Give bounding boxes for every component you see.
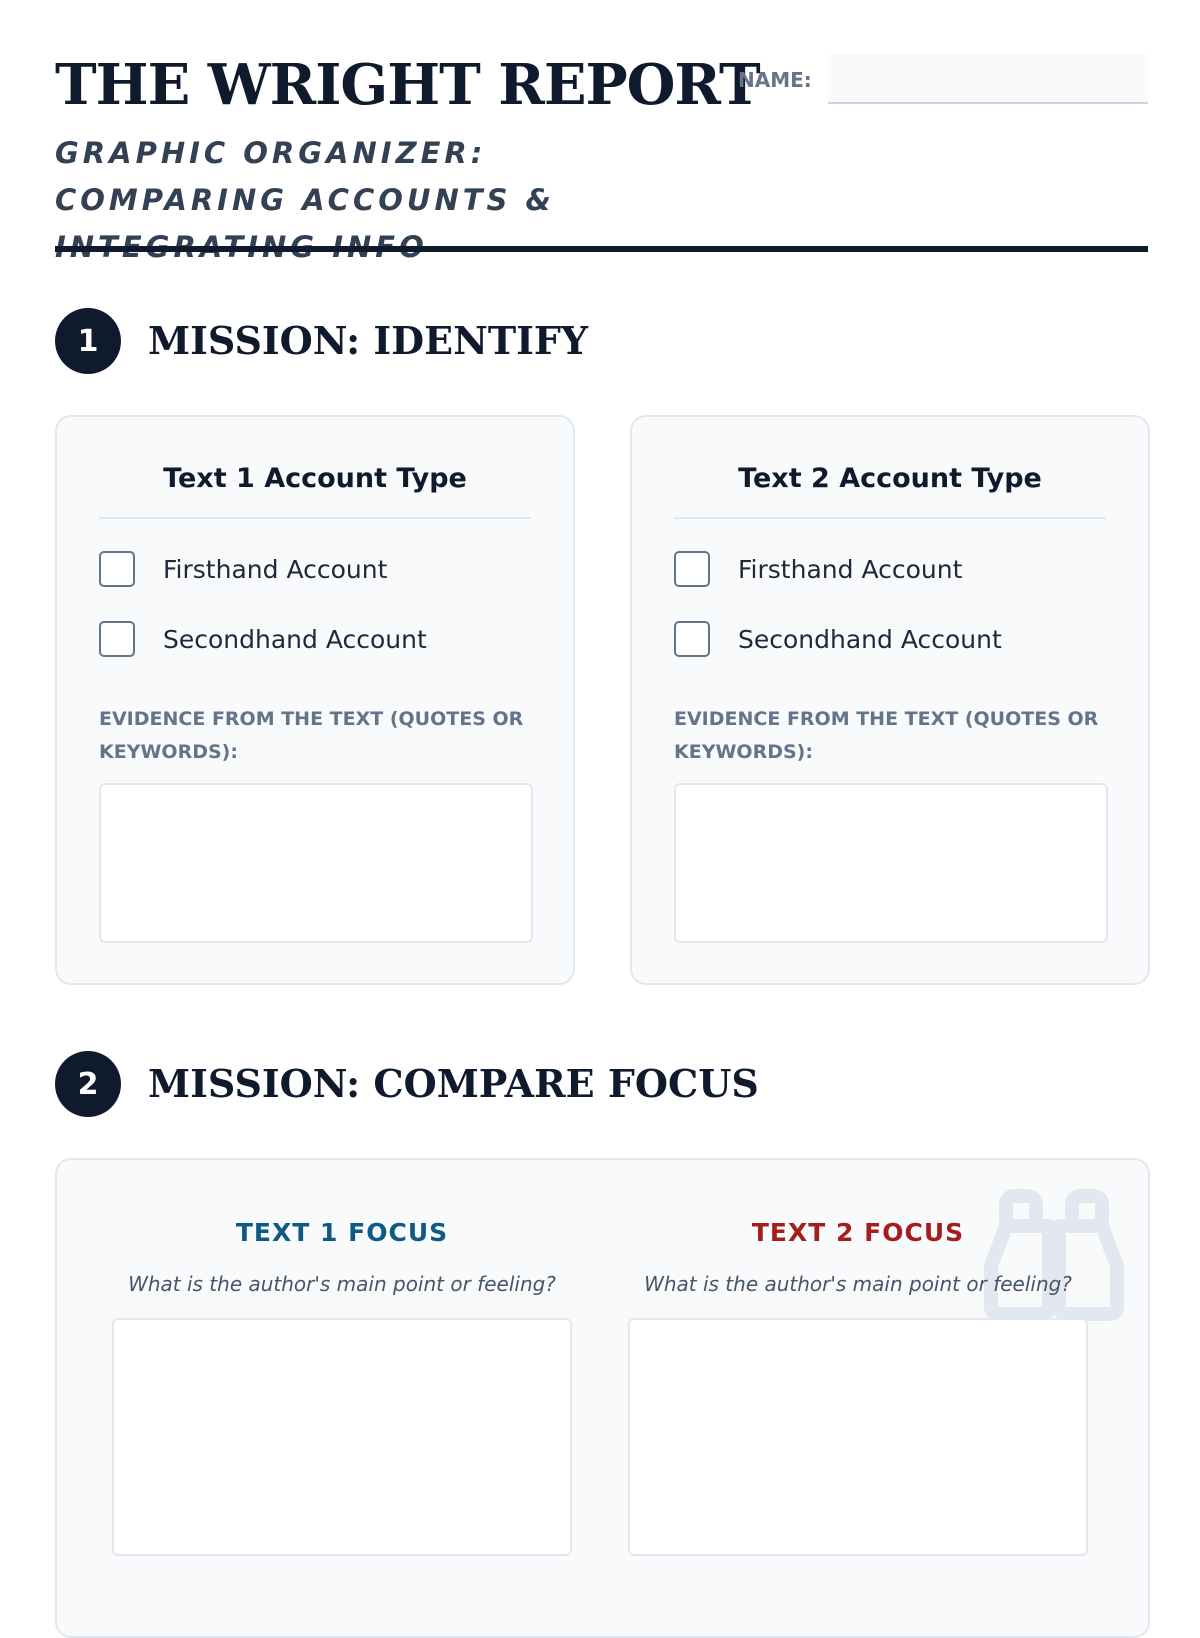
text-2-focus-title: TEXT 2 FOCUS	[751, 1218, 965, 1247]
text-1-account-card	[55, 415, 575, 985]
evidence-label: EVIDENCE FROM THE TEXT (QUOTES OR KEYWORDS):	[674, 708, 1099, 763]
text-2-focus-textarea[interactable]	[628, 1318, 1088, 1556]
text-1-focus-prompt: What is the author's main point or feeling?	[128, 1272, 556, 1296]
page-title: THE WRIGHT REPORT	[55, 52, 760, 118]
card-title: Text 2 Account Type	[738, 463, 1042, 494]
firsthand-option[interactable]	[674, 551, 962, 587]
name-input[interactable]	[828, 54, 1148, 104]
section-number-badge: 1	[55, 308, 121, 374]
secondhand-option[interactable]	[674, 621, 1002, 657]
binoculars-icon	[979, 1186, 1129, 1322]
evidence-textarea[interactable]	[99, 783, 533, 943]
firsthand-checkbox[interactable]	[674, 551, 710, 587]
option-label: Firsthand Account	[738, 554, 963, 584]
header-divider	[55, 246, 1148, 252]
text-2-focus-prompt: What is the author's main point or feeling?	[644, 1272, 1072, 1296]
evidence-label: EVIDENCE FROM THE TEXT (QUOTES OR KEYWORDS):	[99, 708, 524, 763]
firsthand-option[interactable]	[99, 551, 387, 587]
section-title-compare-focus: MISSION: COMPARE FOCUS	[148, 1061, 759, 1106]
firsthand-checkbox[interactable]	[99, 551, 135, 587]
option-label: Secondhand Account	[163, 624, 427, 654]
section-number-badge: 2	[55, 1051, 121, 1117]
card-divider	[674, 517, 1106, 519]
card-title: Text 1 Account Type	[163, 463, 467, 494]
section-title-identify: MISSION: IDENTIFY	[148, 318, 588, 363]
secondhand-checkbox[interactable]	[674, 621, 710, 657]
option-label: Secondhand Account	[738, 624, 1002, 654]
page-subtitle: GRAPHIC ORGANIZER: COMPARING ACCOUNTS &	[55, 136, 555, 217]
option-label: Firsthand Account	[163, 554, 388, 584]
secondhand-option[interactable]	[99, 621, 427, 657]
card-divider	[99, 517, 531, 519]
secondhand-checkbox[interactable]	[99, 621, 135, 657]
text-1-focus-textarea[interactable]	[112, 1318, 572, 1556]
compare-focus-card	[55, 1158, 1150, 1638]
evidence-textarea[interactable]	[674, 783, 1108, 943]
text-2-account-card	[630, 415, 1150, 985]
text-1-focus-title: TEXT 1 FOCUS	[235, 1218, 449, 1247]
name-label: NAME:	[738, 68, 812, 92]
